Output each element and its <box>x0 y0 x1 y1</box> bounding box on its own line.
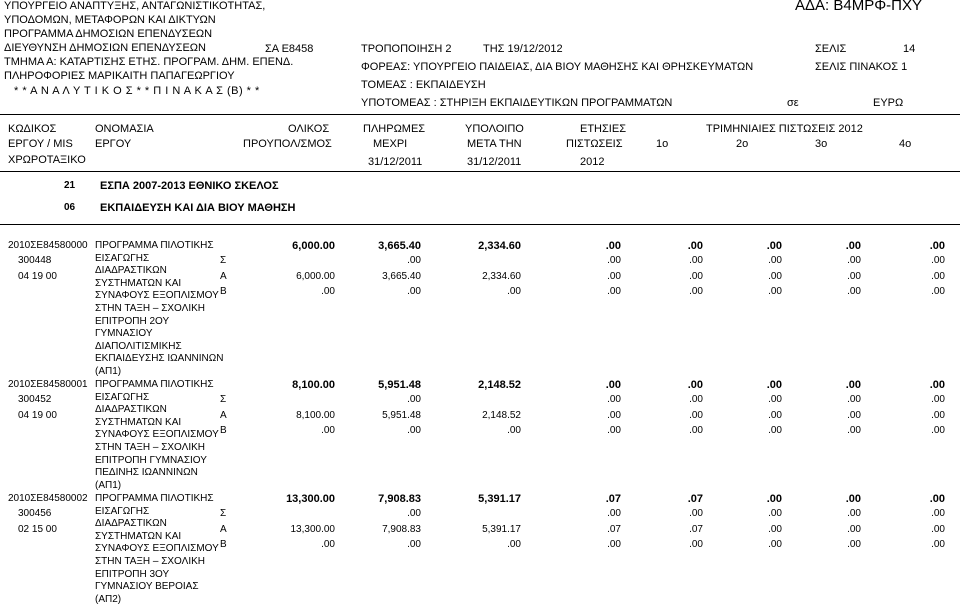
cell-etisies: .07 <box>607 523 621 535</box>
org-line-1: ΥΠΟΥΡΓΕΙΟ ΑΝΑΠΤΥΞΗΣ, ΑΝΤΑΓΩΝΙΣΤΙΚΟΤΗΤΑΣ, <box>4 0 266 12</box>
row-marker: Α <box>220 409 227 421</box>
cell-olikos: .00 <box>321 539 335 551</box>
cell-etisies: .00 <box>605 240 621 252</box>
cell-pliromes: .00 <box>407 255 421 267</box>
project-code: 2010ΣΕ84580002 <box>8 493 88 504</box>
cell-etisies: .00 <box>607 539 621 551</box>
org-line-4: ΔΙΕΥΘΥΝΣΗ ΔΗΜΟΣΙΩΝ ΕΠΕΝΔΥΣΕΩΝ <box>4 42 206 54</box>
col-q2: 2ο <box>736 138 749 150</box>
foreas: ΦΟΡΕΑΣ: ΥΠΟΥΡΓΕΙΟ ΠΑΙΔΕΙΑΣ, ΔΙΑ ΒΙΟΥ ΜΑΘΗΣΗΣ ΚΑΙ ΘΡΗΣΚΕΥΜΑΤΩΝ <box>361 61 754 73</box>
project-name-line: ΣΥΣΤΗΜΑΤΩΝ ΚΑΙ <box>95 416 182 428</box>
row-marker: Α <box>220 270 227 282</box>
cell-pliromes: .00 <box>407 286 421 298</box>
project-name-line: ΔΙΑΔΡΑΣΤΙΚΩΝ <box>95 404 167 416</box>
cell-olikos: 8,100.00 <box>292 379 335 391</box>
project-name-line: ΣΤΗΝ ΤΑΞΗ – ΣΧΟΛΙΚΗ <box>95 556 206 567</box>
cell-q1: .00 <box>689 425 703 437</box>
cell-pliromes: 5,951.48 <box>382 409 421 421</box>
project-name-line: (ΑΠ1) <box>95 366 122 377</box>
cell-q3: .00 <box>847 255 861 267</box>
project-name-line: ΓΥΜΝΑΣΙΟΥ ΒΕΡΟΙΑΣ <box>95 581 199 593</box>
cell-pliromes: 7,908.83 <box>378 493 421 505</box>
project-name-line: ΕΠΙΤΡΟΠΗ ΓΥΜΝΑΣΙΟΥ <box>95 454 207 466</box>
project-name-line: ΓΥΜΝΑΣΙΟΥ <box>95 328 153 340</box>
project-name-line: ΕΠΙΤΡΟΠΗ 3ΟΥ <box>95 568 170 580</box>
col-annual-1: ΕΤΗΣΙΕΣ <box>580 123 626 135</box>
cell-etisies: .00 <box>607 255 621 267</box>
cell-ypoloipo: 2,334.60 <box>482 270 521 282</box>
cell-etisies: .00 <box>607 270 621 282</box>
col-paid-3: 31/12/2011 <box>368 156 423 168</box>
project-mis: 300448 <box>18 255 52 266</box>
cell-pliromes: .00 <box>407 425 421 437</box>
cell-q2: .00 <box>766 379 782 391</box>
cell-q2: .00 <box>768 539 782 551</box>
cell-q2: .00 <box>768 270 782 282</box>
col-paid-1: ΠΛΗΡΩΜΕΣ <box>363 123 426 135</box>
cell-q1: .07 <box>689 523 703 535</box>
col-total-1: ΟΛΙΚΟΣ <box>288 123 330 135</box>
project-name-line: ΠΡΟΓΡΑΜΜΑ ΠΙΛΟΤΙΚΗΣ <box>95 379 214 390</box>
section-title-1: ΕΣΠΑ 2007-2013 ΕΘΝΙΚΟ ΣΚΕΛΟΣ <box>100 180 279 192</box>
org-line-3: ΠΡΟΓΡΑΜΜΑ ΔΗΜΟΣΙΩΝ ΕΠΕΝΔΥΣΕΩΝ <box>4 28 213 40</box>
cell-q4: .00 <box>931 255 945 267</box>
project-mis: 300456 <box>18 508 52 519</box>
col-q3: 3ο <box>815 138 828 150</box>
cell-q4: .00 <box>931 409 945 421</box>
section-title-2: ΕΚΠΑΙΔΕΥΣΗ ΚΑΙ ΔΙΑ ΒΙΟΥ ΜΑΘΗΣΗ <box>100 202 296 214</box>
row-marker: Σ <box>220 394 227 406</box>
row-marker: Β <box>220 286 227 298</box>
currency-prefix: σε <box>787 97 799 109</box>
tomeas: ΤΟΜΕΑΣ : ΕΚΠΑΙΔΕΥΣΗ <box>361 79 486 91</box>
cell-q3: .00 <box>847 425 861 437</box>
project-name-line: ΣΤΗΝ ΤΑΞΗ – ΣΧΟΛΙΚΗ <box>95 303 206 314</box>
cell-ypoloipo: .00 <box>507 286 521 298</box>
cell-ypoloipo: .00 <box>507 425 521 437</box>
cell-q2: .00 <box>768 255 782 267</box>
report-title: * * Α Ν Α Λ Υ Τ Ι Κ Ο Σ * * Π Ι Ν Α Κ Α Σ (Β) * * <box>14 85 260 97</box>
page-label: ΣΕΛΙΣ <box>815 43 847 55</box>
project-name-line: ΠΡΟΓΡΑΜΜΑ ΠΙΛΟΤΙΚΗΣ <box>95 240 214 251</box>
org-line-6: ΠΛΗΡΟΦΟΡΙΕΣ ΜΑΡΙΚΑΙΤΗ ΠΑΠΑΓΕΩΡΓΙΟΥ <box>4 70 235 82</box>
cell-q4: .00 <box>929 493 945 505</box>
ada-code: ΑΔΑ: Β4ΜΡΦ-ΠΧΥ <box>795 0 923 14</box>
cell-q1: .00 <box>689 539 703 551</box>
table-page: ΣΕΛΙΣ ΠΙΝΑΚΟΣ 1 <box>815 61 908 73</box>
project-name-line: ΕΙΣΑΓΩΓΗΣ <box>95 505 150 517</box>
header-rule-top <box>0 114 960 115</box>
cell-q2: .00 <box>768 508 782 520</box>
project-geo-code: 04 19 00 <box>18 271 57 282</box>
cell-q3: .00 <box>845 379 861 391</box>
col-total-2: ΠΡΟΥΠΟΛ/ΣΜΟΣ <box>243 138 332 150</box>
cell-q4: .00 <box>929 379 945 391</box>
cell-etisies: .00 <box>607 409 621 421</box>
col-code-1: ΚΩΔΙΚΟΣ <box>8 123 57 135</box>
header-rule-bottom <box>0 171 960 172</box>
page-number: 14 <box>903 43 916 55</box>
cell-olikos: 13,300.00 <box>286 493 335 505</box>
row-marker: Β <box>220 425 227 437</box>
cell-q2: .00 <box>768 425 782 437</box>
currency: ΕΥΡΩ <box>873 97 904 109</box>
cell-q4: .00 <box>931 425 945 437</box>
col-remain-2: ΜΕΤΑ ΤΗΝ <box>467 138 522 150</box>
modification: ΤΡΟΠΟΠΟΙΗΣΗ 2 <box>361 43 452 55</box>
cell-ypoloipo: 5,391.17 <box>478 493 521 505</box>
ypotomeas: ΥΠΟΤΟΜΕΑΣ : ΣΤΗΡΙΞΗ ΕΚΠΑΙΔΕΥΤΙΚΩΝ ΠΡΟΓΡΑΜΜΑΤΩΝ <box>361 97 673 109</box>
col-annual-3: 2012 <box>580 156 605 168</box>
project-code: 2010ΣΕ84580001 <box>8 379 88 390</box>
cell-q4: .00 <box>931 523 945 535</box>
project-name-line: ΕΠΙΤΡΟΠΗ 2ΟΥ <box>95 315 170 327</box>
cell-q2: .00 <box>768 394 782 406</box>
cell-ypoloipo: .00 <box>507 539 521 551</box>
project-name-line: ΠΡΟΓΡΑΜΜΑ ΠΙΛΟΤΙΚΗΣ <box>95 493 214 504</box>
cell-pliromes: .00 <box>407 394 421 406</box>
cell-q3: .00 <box>845 493 861 505</box>
col-code-3: ΧΡΩΡΟΤΑΞΙΚΟ <box>8 154 86 166</box>
cell-q4: .00 <box>931 394 945 406</box>
cell-q2: .00 <box>768 523 782 535</box>
project-name-line: ΔΙΑΔΡΑΣΤΙΚΩΝ <box>95 518 167 530</box>
cell-q4: .00 <box>931 508 945 520</box>
project-name-line: (ΑΠ1) <box>95 479 122 491</box>
project-name-line: ΣΥΝΑΦΟΥΣ ΕΞΟΠΛΙΣΜΟΥ <box>95 290 219 302</box>
cell-q2: .00 <box>766 493 782 505</box>
cell-q3: .00 <box>847 539 861 551</box>
cell-pliromes: 3,665.40 <box>382 270 421 282</box>
col-remain-3: 31/12/2011 <box>467 156 522 168</box>
cell-pliromes: 3,665.40 <box>378 240 421 252</box>
cell-q3: .00 <box>847 508 861 520</box>
cell-q1: .00 <box>689 255 703 267</box>
cell-pliromes: .00 <box>407 508 421 520</box>
project-name-line: (ΑΠ2) <box>95 593 122 605</box>
col-paid-2: ΜΕΧΡΙ <box>373 138 408 150</box>
section-code-1: 21 <box>64 180 76 191</box>
cell-pliromes: 5,951.48 <box>378 379 421 391</box>
cell-etisies: .00 <box>607 425 621 437</box>
col-annual-2: ΠΙΣΤΩΣΕΙΣ <box>566 138 623 150</box>
org-line-5: ΤΜΗΜΑ Α: ΚΑΤΑΡΤΙΣΗΣ ΕΤΗΣ. ΠΡΟΓΡΑΜ. ΔΗΜ. ΕΠΕΝΔ. <box>4 56 294 68</box>
project-name-line: ΠΕΔΙΝΗΣ ΙΩΑΝΝΙΝΩΝ <box>95 467 198 479</box>
section-rule <box>0 224 960 225</box>
cell-q1: .00 <box>689 270 703 282</box>
cell-q3: .00 <box>845 240 861 252</box>
row-marker: Β <box>220 539 227 551</box>
cell-q3: .00 <box>847 523 861 535</box>
project-name-line: ΕΚΠΑΙΔΕΥΣΗΣ ΙΩΑΝΝΙΝΩΝ <box>95 353 224 365</box>
project-name-line: ΣΥΝΑΦΟΥΣ ΕΞΟΠΛΙΣΜΟΥ <box>95 429 219 441</box>
cell-ypoloipo: 2,334.60 <box>478 240 521 252</box>
cell-q1: .07 <box>687 493 703 505</box>
cell-q3: .00 <box>847 394 861 406</box>
cell-q1: .00 <box>689 394 703 406</box>
modification-date: ΤΗΣ 19/12/2012 <box>483 43 563 55</box>
cell-q1: .00 <box>687 240 703 252</box>
row-marker: Σ <box>220 255 227 267</box>
project-geo-code: 02 15 00 <box>18 524 57 535</box>
cell-q4: .00 <box>931 270 945 282</box>
sa-code: ΣΑ Ε8458 <box>265 43 314 55</box>
cell-etisies: .00 <box>607 508 621 520</box>
cell-q3: .00 <box>847 286 861 298</box>
cell-q3: .00 <box>847 270 861 282</box>
project-name-line: ΣΥΝΑΦΟΥΣ ΕΞΟΠΛΙΣΜΟΥ <box>95 543 219 555</box>
cell-olikos: .00 <box>321 425 335 437</box>
project-geo-code: 04 19 00 <box>18 410 57 421</box>
cell-q4: .00 <box>931 286 945 298</box>
cell-etisies: .00 <box>607 394 621 406</box>
project-name-line: ΣΥΣΤΗΜΑΤΩΝ ΚΑΙ <box>95 530 182 542</box>
cell-q4: .00 <box>929 240 945 252</box>
cell-q1: .00 <box>689 508 703 520</box>
cell-q3: .00 <box>847 409 861 421</box>
col-q1: 1ο <box>656 138 669 150</box>
section-code-2: 06 <box>64 202 76 213</box>
cell-olikos: 6,000.00 <box>296 270 335 282</box>
cell-ypoloipo: 2,148.52 <box>482 409 521 421</box>
project-code: 2010ΣΕ84580000 <box>8 240 88 251</box>
row-marker: Σ <box>220 508 227 520</box>
cell-q1: .00 <box>689 409 703 421</box>
cell-q2: .00 <box>768 286 782 298</box>
col-name-1: ΟΝΟΜΑΣΙΑ <box>95 123 154 135</box>
cell-q2: .00 <box>766 240 782 252</box>
project-name-line: ΔΙΑΔΡΑΣΤΙΚΩΝ <box>95 265 167 277</box>
cell-olikos: .00 <box>321 286 335 298</box>
col-q4: 4ο <box>899 138 912 150</box>
col-code-2: ΕΡΓΟΥ / MIS <box>8 138 73 150</box>
project-name-line: ΕΙΣΑΓΩΓΗΣ <box>95 252 150 264</box>
col-name-2: ΕΡΓΟΥ <box>95 138 132 150</box>
project-name-line: ΣΥΣΤΗΜΑΤΩΝ ΚΑΙ <box>95 277 182 289</box>
cell-ypoloipo: 2,148.52 <box>478 379 521 391</box>
project-name-line: ΕΙΣΑΓΩΓΗΣ <box>95 391 150 403</box>
cell-olikos: 8,100.00 <box>296 409 335 421</box>
col-remain-1: ΥΠΟΛΟΙΠΟ <box>465 123 524 135</box>
project-mis: 300452 <box>18 394 52 405</box>
cell-q1: .00 <box>687 379 703 391</box>
cell-q4: .00 <box>931 539 945 551</box>
cell-etisies: .00 <box>605 379 621 391</box>
cell-etisies: .00 <box>607 286 621 298</box>
cell-pliromes: .00 <box>407 539 421 551</box>
cell-olikos: 6,000.00 <box>292 240 335 252</box>
project-name-line: ΔΙΑΠΟΛΙΤΙΣΜΙΚΗΣ <box>95 340 182 352</box>
row-marker: Α <box>220 523 227 535</box>
cell-q2: .00 <box>768 409 782 421</box>
cell-etisies: .07 <box>605 493 621 505</box>
org-line-2: ΥΠΟΔΟΜΩΝ, ΜΕΤΑΦΟΡΩΝ ΚΑΙ ΔΙΚΤΥΩΝ <box>4 14 216 26</box>
project-name-line: ΣΤΗΝ ΤΑΞΗ – ΣΧΟΛΙΚΗ <box>95 442 206 453</box>
cell-pliromes: 7,908.83 <box>382 523 421 535</box>
cell-ypoloipo: 5,391.17 <box>482 523 521 535</box>
cell-q1: .00 <box>689 286 703 298</box>
col-quarterly: ΤΡΙΜΗΝΙΑΙΕΣ ΠΙΣΤΩΣΕΙΣ 2012 <box>706 123 863 135</box>
cell-olikos: 13,300.00 <box>290 523 335 535</box>
